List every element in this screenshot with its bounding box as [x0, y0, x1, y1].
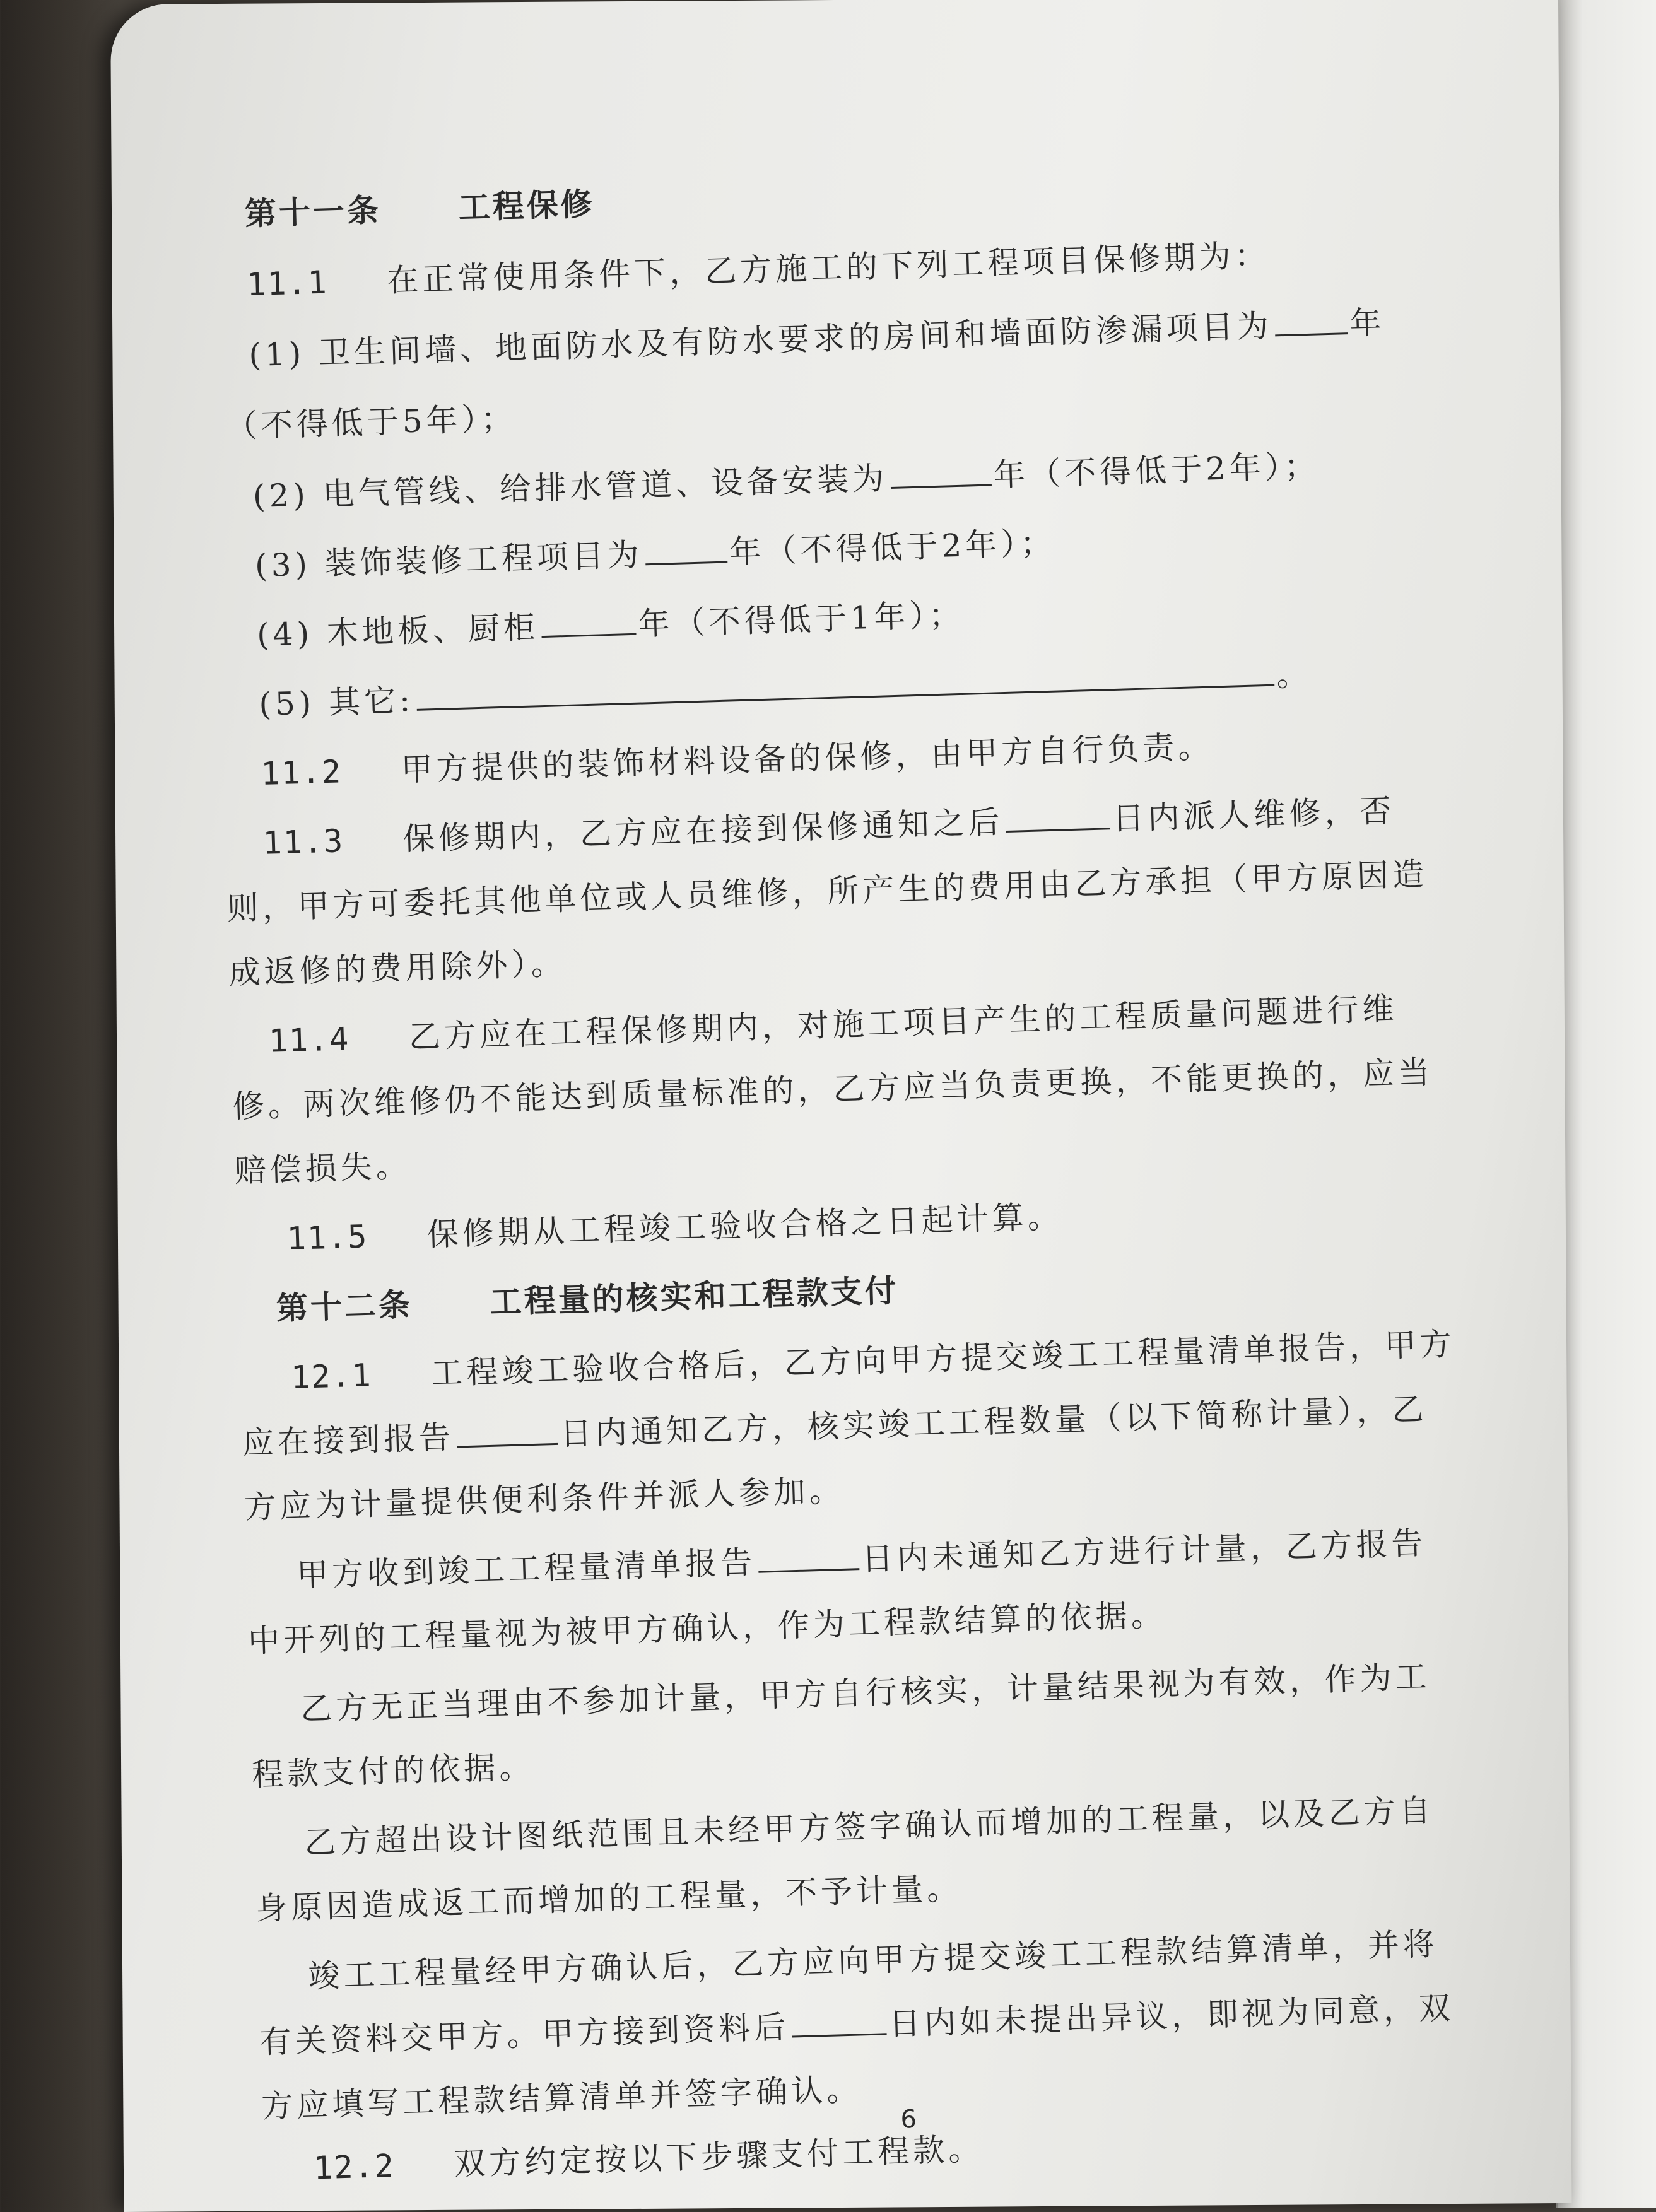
- item-end: 。: [1276, 655, 1313, 694]
- clause-number: 11.3: [262, 822, 345, 862]
- item-unit: 年（不得低于2年）；: [729, 524, 1056, 571]
- clause-text: 甲方提供的装饰材料设备的保修，由甲方自行负责。: [400, 728, 1214, 788]
- paragraph-text: 竣工工程量经甲方确认后，乙方应向甲方提交竣工工程款结算清单，并将: [307, 1926, 1439, 1995]
- clause-text: 日内通知乙方，核实竣工工程数量（以下简称计量），乙: [560, 1391, 1428, 1453]
- clause-number: 12.1: [290, 1357, 373, 1396]
- fill-in-blank[interactable]: [416, 654, 1274, 711]
- paragraph-text: 有关资料交甲方。甲方接到资料后: [259, 2008, 790, 2061]
- fill-in-blank[interactable]: [758, 1538, 859, 1573]
- paragraph-text: 乙方超出设计图纸范围且未经甲方签字确认而增加的工程量，以及乙方自: [303, 1792, 1435, 1861]
- page-number: 6: [900, 2105, 917, 2134]
- fill-in-blank[interactable]: [541, 603, 636, 638]
- clause-number: 11.4: [268, 1021, 351, 1060]
- clause-text: 在正常使用条件下，乙方施工的下列工程项目保修期为：: [386, 237, 1271, 299]
- paragraph-text: 日内如未提出异议，即视为同意，双: [888, 1989, 1455, 2043]
- item-text: (5) 其它:: [258, 681, 414, 723]
- fill-in-blank[interactable]: [645, 531, 727, 566]
- fill-in-blank[interactable]: [890, 454, 991, 489]
- item-unit: 年（不得低于2年）；: [993, 447, 1320, 494]
- page-content: [206, 149, 1574, 2187]
- fill-in-blank[interactable]: [456, 1413, 558, 1448]
- clause-text: 乙方应在工程保修期内，对施工项目产生的工程质量问题进行维: [408, 990, 1399, 1056]
- article-12-number: 第十二条: [276, 1286, 413, 1327]
- paragraph-text: 中开列的工程量视为被甲方确认，作为工程款结算的依据。: [247, 1596, 1167, 1660]
- item-unit: 年（不得低于1年）；: [637, 596, 965, 643]
- paragraph-text: 乙方无正当理由不参加计量，甲方自行核实，计量结果视为有效，作为工: [300, 1658, 1431, 1728]
- article-12-title: 工程量的核实和工程款支付: [489, 1272, 900, 1321]
- clause-text: 修。两次维修仍不能达到质量标准的，乙方应当负责更换，不能更换的，应当: [232, 1053, 1434, 1125]
- clause-text: 赔偿损失。: [233, 1147, 412, 1190]
- document-page: [110, 0, 1571, 2212]
- article-11-title: 工程保修: [457, 185, 596, 226]
- item-unit: 年: [1349, 304, 1386, 342]
- item-text: (3) 装饰装修工程项目为: [254, 536, 643, 585]
- paragraph-text: 身原因造成返工而增加的工程量，不予计量。: [255, 1870, 963, 1927]
- clause-number: 11.2: [260, 753, 343, 792]
- item-text: (4) 木地板、厨柜: [256, 609, 539, 654]
- item-text: (1) 卫生间墙、地面防水及有防水要求的房间和墙面防渗漏项目为: [248, 307, 1273, 374]
- clause-text: 则，甲方可委托其他单位或人员维修，所产生的费用由乙方承担（甲方原因造: [226, 855, 1428, 927]
- fill-in-blank[interactable]: [1006, 797, 1110, 833]
- fill-in-blank[interactable]: [791, 2003, 886, 2037]
- item-text: (2) 电气管线、给排水管道、设备安装为: [252, 460, 889, 515]
- paragraph-text: 日内未通知乙方进行计量，乙方报告: [861, 1524, 1428, 1578]
- clause-number: 11.5: [286, 1218, 369, 1258]
- clause-text: 保修期从工程竣工验收合格之日起计算。: [426, 1198, 1064, 1253]
- clause-text: 日内派人维修，否: [1112, 792, 1396, 838]
- clause-text: 方应为计量提供便利条件并派人参加。: [244, 1472, 845, 1526]
- clause-number: 11.1: [246, 264, 329, 303]
- article-11-number: 第十一条: [244, 192, 382, 233]
- paragraph-text: 方应填写工程款结算清单并签字确认。: [261, 2071, 862, 2125]
- adjacent-page-edge: [1556, 0, 1656, 2208]
- clause-text: 成返修的费用除外）。: [228, 945, 567, 992]
- clause-text: 双方约定按以下步骤支付工程款。: [453, 2130, 984, 2183]
- item-note: （不得低于5年）；: [225, 400, 517, 445]
- clause-number: 12.2: [313, 2147, 396, 2187]
- clause-text: 保修期内，乙方应在接到保修通知之后: [402, 804, 1004, 858]
- paragraph-text: 甲方收到竣工工程量清单报告: [296, 1543, 756, 1594]
- clause-text: 工程竣工验收合格后，乙方向甲方提交竣工工程量清单报告，甲方: [430, 1325, 1456, 1392]
- clause-text: 应在接到报告: [242, 1419, 455, 1462]
- paragraph-text: 程款支付的依据。: [251, 1748, 535, 1794]
- fill-in-blank[interactable]: [1274, 302, 1348, 336]
